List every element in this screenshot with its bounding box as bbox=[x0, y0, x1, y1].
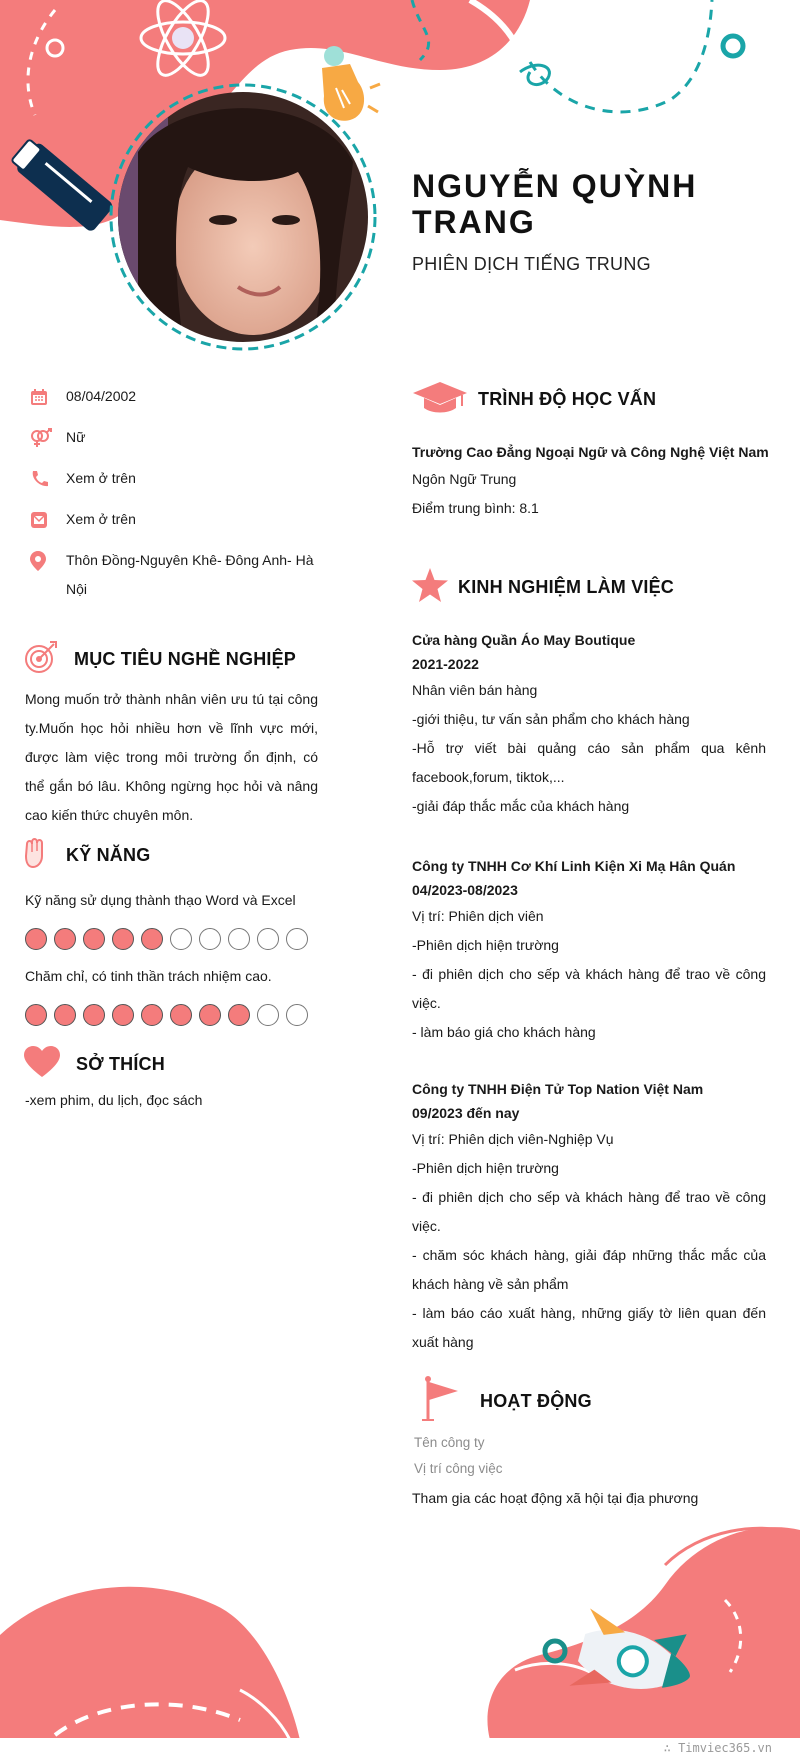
skills-heading bbox=[24, 838, 150, 873]
skill-2-rating bbox=[25, 1004, 308, 1026]
hobbies-text: -xem phim, du lịch, đọc sách bbox=[25, 1092, 203, 1108]
candidate-name: NGUYỄN QUỲNH TRANG bbox=[412, 168, 698, 240]
experience-title: KINH NGHIỆM LÀM VIỆC bbox=[458, 577, 675, 597]
dashed-trail-b bbox=[530, 0, 712, 112]
rating-dot-filled bbox=[170, 1004, 192, 1026]
location-pin-icon bbox=[26, 546, 66, 575]
objective-heading bbox=[24, 640, 296, 679]
education-gpa: Điểm trung bình: 8.1 bbox=[412, 500, 539, 516]
info-birthday: 08/04/2002 bbox=[26, 382, 326, 411]
activities-description: Tham gia các hoạt động xã hội tại địa phương bbox=[412, 1490, 699, 1506]
rating-dot-filled bbox=[112, 928, 134, 950]
experience-entry-2: Công ty TNHH Cơ Khí Linh Kiện Xi Mạ Hân Quán 04/2023-08/2023 Vị trí: Phiên dịch viên -Phiên dịch hiện trường - đi phiên dịch cho sếp và khách hàng để trao về công việc. - làm báo giá cho khách hàng bbox=[412, 858, 766, 1040]
experience-entry-3: Công ty TNHH Điện Tử Top Nation Việt Nam 09/2023 đến nay Vị trí: Phiên dịch viên-Nghiệp Vụ -Phiên dịch hiện trường - đi phiên dịch cho sếp và khách hàng để trao về công việc. - chăm sóc khách hàng, giải đáp những thắc mắc của khách hàng về sản phẩm - làm báo cáo xuất hàng, những giấy tờ liên quan đến xuất hàng bbox=[412, 1081, 766, 1350]
rating-dot-filled bbox=[141, 1004, 163, 1026]
education-major: Ngôn Ngữ Trung bbox=[412, 471, 517, 487]
rating-dot-filled bbox=[54, 928, 76, 950]
skill-1-rating bbox=[25, 928, 308, 950]
envelope-icon bbox=[26, 505, 66, 534]
rating-dot-filled bbox=[83, 928, 105, 950]
personal-info-list bbox=[26, 382, 326, 616]
gender-icon bbox=[26, 423, 66, 452]
rating-dot-empty bbox=[199, 928, 221, 950]
rating-dot-empty bbox=[228, 928, 250, 950]
bottom-left-blob bbox=[0, 1587, 300, 1740]
rating-dot-filled bbox=[25, 928, 47, 950]
activities-position: Vị trí công việc bbox=[414, 1461, 503, 1476]
rating-dot-filled bbox=[228, 1004, 250, 1026]
bottom-right-blob bbox=[487, 1527, 800, 1740]
experience-entry-1: Cửa hàng Quần Áo May Boutique 2021-2022 Nhân viên bán hàng -giới thiệu, tư vấn sản phẩm cho khách hàng -Hỗ trợ viết bài quảng cáo sản phẩm qua kênh facebook,forum, tiktok,... -giải đáp thắc mắc của khách hàng bbox=[412, 632, 766, 814]
flag-icon bbox=[420, 1376, 460, 1427]
rating-dot-empty bbox=[257, 1004, 279, 1026]
skills-title: KỸ NĂNG bbox=[66, 845, 151, 865]
rating-dot-filled bbox=[54, 1004, 76, 1026]
rating-dot-filled bbox=[199, 1004, 221, 1026]
experience-heading bbox=[412, 568, 674, 607]
objective-title: MỤC TIÊU NGHỀ NGHIỆP bbox=[74, 649, 297, 669]
education-heading bbox=[412, 380, 656, 419]
skill-1-label: Kỹ năng sử dụng thành thạo Word và Excel bbox=[25, 892, 296, 908]
rating-dot-empty bbox=[286, 1004, 308, 1026]
info-gender: Nữ bbox=[26, 423, 326, 452]
star-icon bbox=[412, 568, 448, 607]
rating-dot-filled bbox=[112, 1004, 134, 1026]
education-title: TRÌNH ĐỘ HỌC VẤN bbox=[478, 389, 657, 409]
education-school: Trường Cao Đẳng Ngoại Ngữ và Công Nghệ Việt Nam bbox=[412, 444, 769, 460]
activities-title: HOẠT ĐỘNG bbox=[480, 1391, 592, 1411]
info-phone: Xem ở trên bbox=[26, 464, 326, 493]
watermark: ∴ Timviec365.vn bbox=[663, 1741, 772, 1755]
teal-ring-icon bbox=[723, 36, 743, 56]
rating-dot-filled bbox=[25, 1004, 47, 1026]
job-title: PHIÊN DỊCH TIẾNG TRUNG bbox=[412, 254, 651, 274]
profile-photo bbox=[118, 92, 368, 342]
calendar-icon bbox=[26, 382, 66, 411]
rating-dot-filled bbox=[141, 928, 163, 950]
objective-text: Mong muốn trở thành nhân viên ưu tú tại công ty.Muốn học hỏi nhiều hơn về lĩnh vực mới, được làm việc trong môi trường ổn định, có thể gắn bó lâu. Không ngừng học hỏi và nâng cao kiến thức chuyên môn. bbox=[25, 691, 318, 823]
phone-icon bbox=[26, 464, 66, 493]
rating-dot-empty bbox=[257, 928, 279, 950]
info-address: Thôn Đồng-Nguyên Khê- Đông Anh- Hà Nội bbox=[26, 546, 326, 604]
rating-dot-empty bbox=[170, 928, 192, 950]
rating-dot-empty bbox=[286, 928, 308, 950]
graduation-cap-icon bbox=[412, 380, 468, 419]
heart-icon bbox=[24, 1046, 60, 1083]
activities-company: Tên công ty bbox=[414, 1435, 485, 1450]
raised-fist-icon bbox=[24, 838, 46, 873]
rating-dot-filled bbox=[83, 1004, 105, 1026]
info-email: Xem ở trên bbox=[26, 505, 326, 534]
hobbies-title: SỞ THÍCH bbox=[76, 1054, 165, 1074]
hobbies-heading bbox=[24, 1046, 165, 1083]
skill-2-label: Chăm chỉ, có tinh thần trách nhiệm cao. bbox=[25, 968, 272, 984]
activities-heading bbox=[420, 1376, 592, 1427]
target-icon bbox=[24, 640, 58, 679]
